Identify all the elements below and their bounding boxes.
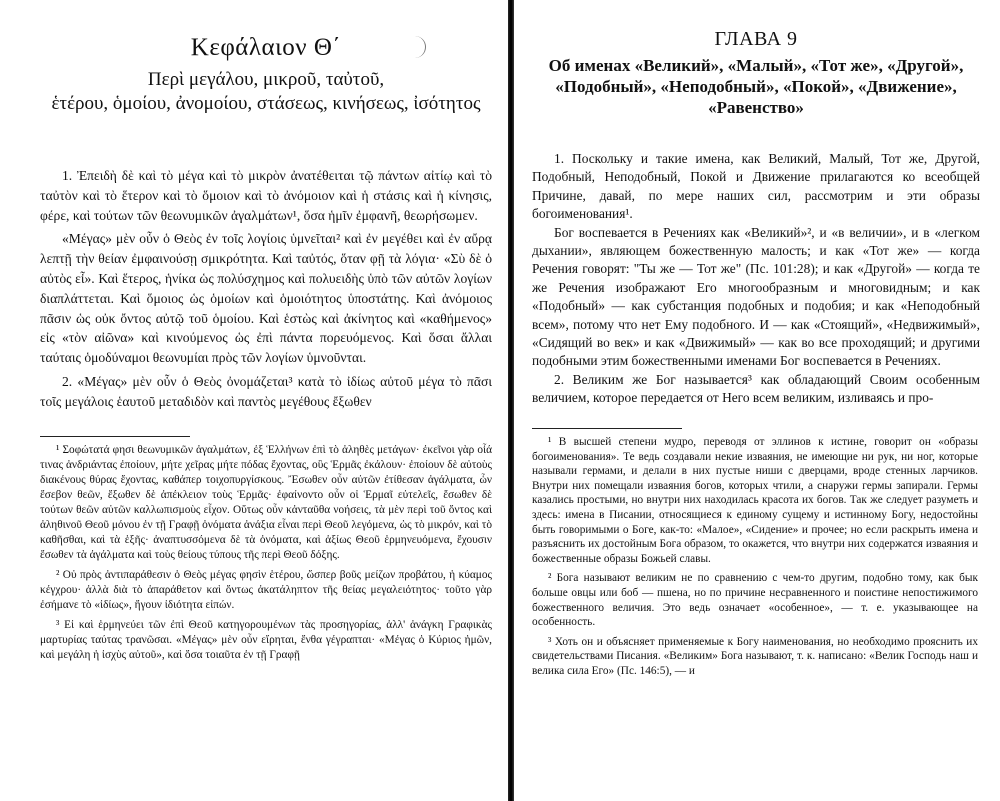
russian-paragraph-2: Бог воспевается в Речениях как «Великий»², и «в величии», и в «легком дыхании», являющем божественную малость; и как «Тот же» — когда Речения говорят: "Ты же — Тот же" (Пс. 101:28); и как «Другой» — когда те же Речения изображают Его многообразным и многовидным; и как «Подобный» — как субстанция подобных и подобия; и как «Неподобный всем», потому что нет Ему подобного. И — как «Стоящий», «Недвижимый», «Сидящий во век» и как «Движимый» — как во все проходящий; и другими подобными этим божественными именами Бог воспевается в Речениях. bbox=[532, 224, 980, 369]
russian-body-text bbox=[532, 150, 980, 408]
greek-paragraph-2: «Μέγας» μὲν οὖν ὁ Θεὸς ἐν τοῖς λογίοις ὑμνεῖται² καὶ ἐν μεγέθει καὶ ἐν αὔρᾳ λεπτῇ τὴν θείαν ἐμφαινούσῃ σμικρότητα. Καὶ ταὐτός, ὅταν φῇ τὰ λόγια· «Σὺ δὲ ὁ αὐτὸς εἶ». Καὶ ἕτερος, ἡνίκα ὡς πολύσχημος καὶ πολυειδὴς ὑπὸ τῶν αὐτῶν λογίων διαπλάττεται. Καὶ ὅμοιος ὡς ὁμοίων καὶ ὁμοιότητος ὑποστάτης. Καὶ ἀνόμοιος πᾶσιν ὡς οὐκ ὄντος αὐτῷ τοῦ ὁμοίου. Καὶ ἑστὼς καὶ ἀκίνητος καὶ «καθήμενος» εἰς «τὸν αἰῶνα» καὶ κινούμενος ὡς ἐπὶ πάντα πορευόμενος. Καὶ ὅσαι ἄλλαι ταύταις ὁμοδύναμοι θεωνυμίαι πρὸς τῶν λογίων ὑμνοῦνται. bbox=[40, 231, 492, 366]
greek-footnotes bbox=[40, 436, 492, 668]
footnote-rule-russian bbox=[532, 428, 682, 429]
chapter-title-greek: Κεφάλαιον Θ΄ bbox=[190, 34, 342, 61]
greek-footnote-1: ¹ Σοφώτατά φησι θεωνυμικῶν ἀγαλμάτων, ἐξ Ἑλλήνων ἐπὶ τὸ ἀληθὲς μετάγων· ἐκεῖνοι γὰρ οἷά τινας ἀνδριάντας ἐποίουν, μήτε χεῖρας μήτε πόδας ἔχοντας, οὓς Ἑρμᾶς ἐκάλουν· ἐποίουν δὲ αὐτοὺς διακένους θύρας ἔχοντας, καθάπερ τοιχοπυργίσκους. Ἔσωθεν οὖν αὐτῶν ἐτίθεσαν ἀγάλματα, ὧν ἔσεβον θεῶν, ἔξωθεν δὲ ἀπέκλειον τοὺς Ἑρμᾶς· ἐφαίνοντο οὖν οἱ Ἑρμαῖ εὐτελεῖς, ἔσωθεν δὲ τούτων θεῶν αὐτῶν καλλωπισμοὺς εἶχον. Οὕτως οὖν κἀνταῦθα νοήσεις, τὰ μὲν περὶ τοῦ ὄντος καὶ ἀληθινοῦ Θεοῦ μόνου ἐν τῇ Γραφῇ ὀνόματα ἀνάξια εἶναι περὶ Θεοῦ λεγόμενα, ὡς τὸ μικρόν, καὶ τὸ καθῆσθαι, καὶ τὰ ἑξῆς· ἀναπτυσσόμενα δὲ τὰ ὀνόματα, καὶ ἀξίως Θεοῦ ἑρμηνευόμενα, ἔχουσιν ἔσωθεν τὰ ἀγάλματα καὶ τοὺς θείους τύπους τῆς περὶ Θεοῦ δόξης. bbox=[40, 444, 492, 561]
russian-paragraph-3: 2. Великим же Бог называется³ как обладающий Своим особенным величием, которое передается от Него всем великим, изливаясь и про- bbox=[532, 371, 980, 406]
chapter-subtitle-russian: Об именах «Великий», «Малый», «Тот же», «Другой», «Подобный», «Неподобный», «Покой», «Движение», «Равенство» bbox=[548, 56, 964, 117]
russian-footnote-1: ¹ В высшей степени мудро, переводя от эллинов к истине, говорит он «образы богоименования». Те ведь создавали некие изваяния, не имеющие ни рук, ни ног, которые называли гермами, и делали в них пустые ниши с дверцами, вроде стенных ларчиков. Внутри них помещали изваяния богов, которых чтили, а снаружи гермы запирали. Гермы казались простыми, но внутри них находилась красота их богов. Так же следует разуметь и здесь: имена в Писании, относящиеся к единому сущему и истинному Богу, недостойны быть говоримыми о Боге, как-то: «Малое», «Сидение» и прочее; но если раскрыть имена и разъяснить их достойным Бога образом, то окажется, что внутри них содержатся изваяния и божественные образы Божьей славы. bbox=[532, 436, 978, 565]
greek-paragraph-1: 1. Ἐπειδὴ δὲ καὶ τὸ μέγα καὶ τὸ μικρὸν ἀνατέθειται τῷ πάντων αἰτίῳ καὶ τὸ ταὐτὸν καὶ τὸ ἕτερον καὶ τὸ ὅμοιον καὶ τὸ ἀνόμοιον καὶ ἡ στάσις καὶ ἡ κίνησις, φέρε, καὶ τούτων τῶν θεωνυμικῶν ἀγαλμάτων¹, ὅσα ἡμῖν ἐμφανῆ, θεωρήσωμεν. bbox=[40, 168, 492, 223]
chapter-subtitle-greek-line1: Περὶ μεγάλου, μικροῦ, ταὐτοῦ, bbox=[147, 69, 385, 90]
greek-footnote-2: ² Οὐ πρὸς ἀντιπαράθεσιν ὁ Θεὸς μέγας φησὶν ἑτέρου, ὥσπερ βοῦς μείζων προβάτου, ἡ κύαμος κέγχρου· ἀλλὰ διὰ τὸ ἀπαράθετον καὶ ὄντως ἀκατάληπτον τῆς θείας μεγαλειότητος· τοῦτο γὰρ ἐσήμανε τὸ «ἰδίως», ἤγουν ἰδιότητα εἰπών. bbox=[40, 569, 492, 611]
russian-footnote-2: ² Бога называют великим не по сравнению с чем-то другим, подобно тому, как бык больше овцы или боб — пшена, но по причине несравненного и поистине непостижимого божественного величия. Это ведь означает «особенное», — т. е. указывающее на особенность. bbox=[532, 572, 978, 629]
greek-footnote-3: ³ Εἰ καὶ ἑρμηνεύει τῶν ἐπὶ Θεοῦ κατηγορουμένων τὰς προσηγορίας, ἀλλ' ἀνάγκη Γραφικὰς μαρτυρίας ταύτας τρανῶσαι. «Μέγας» μὲν οὖν εἴρηται, ἔνθα γέγραπται· «Μέγας ὁ Κύριος ἡμῶν, καὶ μεγάλη ἡ ἰσχὺς αὐτοῦ», καὶ ὅσα τοιαῦτα ἐν τῇ Γραφῇ bbox=[40, 619, 492, 661]
russian-footnotes bbox=[532, 428, 978, 684]
greek-paragraph-3: 2. «Μέγας» μὲν οὖν ὁ Θεὸς ὀνομάζεται³ κατὰ τὸ ἰδίως αὐτοῦ μέγα τὸ πᾶσι τοῖς μεγάλοις ἑαυτοῦ μεταδιδὸν καὶ παντὸς μεγέθους ἔξωθεν bbox=[40, 373, 492, 409]
greek-body-text bbox=[40, 166, 492, 412]
footnote-rule bbox=[40, 436, 190, 437]
chapter-title-russian: ГЛАВА 9 bbox=[714, 28, 798, 50]
chapter-subtitle-greek-line2: ἑτέρου, ὁμοίου, ἀνομοίου, στάσεως, κινήσεως, ἰσότητος bbox=[51, 93, 481, 114]
russian-footnote-3: ³ Хоть он и объясняет применяемые к Богу наименования, но необходимо прояснить их свидетельствами Писания. «Великим» Бога называют, т. к. написано: «Велик Господь наш и велика сила Его» (Пс. 146:5), — и bbox=[532, 635, 978, 677]
russian-paragraph-1: 1. Поскольку и такие имена, как Великий, Малый, Тот же, Другой, Подобный, Неподобный, Покой и Движение прилагаются ко всеобщей Причине, давай, по мере наших сил, рассмотрим и эти образы богоименования¹. bbox=[532, 151, 980, 222]
